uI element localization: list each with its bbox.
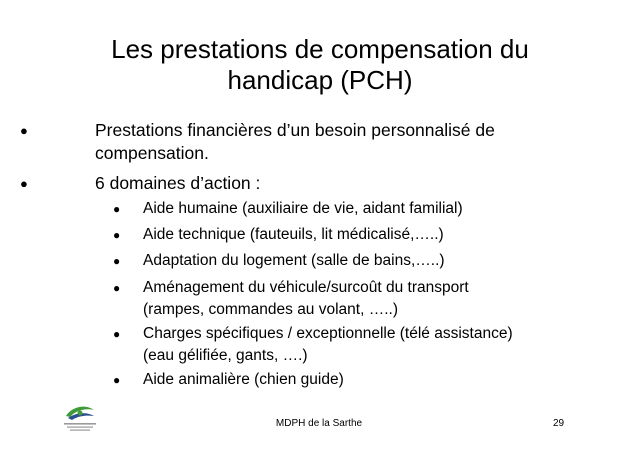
sub-bullet-text: [143, 369, 603, 391]
sub-bullet-text-line: Aide animalière (chien guide): [143, 371, 344, 388]
sub-bullet-icon: ●: [113, 254, 121, 268]
title-line-1: Les prestations de compensation du: [111, 34, 529, 64]
sub-bullet-text: [143, 224, 603, 246]
sub-bullet-text-line: (eau gélifiée, gants, ….): [143, 347, 308, 364]
sub-bullet-icon: ●: [113, 228, 121, 242]
sub-bullet-icon: ●: [113, 373, 121, 387]
sub-bullet-text-line: Charges spécifiques / exceptionnelle (télé assistance): [143, 325, 513, 342]
sub-bullet-text: [143, 198, 603, 220]
sub-bullet-icon: ●: [113, 327, 121, 341]
sub-bullet-text: [143, 323, 603, 367]
slide-title: [60, 34, 580, 96]
sub-bullet-text-line: Aide technique (fauteuils, lit médicalisé,…..): [143, 226, 444, 243]
bullet-text-line: 6 domaines d’action :: [95, 173, 261, 193]
page-number: 29: [553, 418, 565, 429]
bullet-text-line: compensation.: [95, 143, 209, 163]
sub-bullet-text-line: Aménagement du véhicule/surcoût du transport: [143, 279, 469, 296]
title-line-2: handicap (PCH): [227, 65, 413, 95]
bullet-text: [95, 119, 595, 165]
bullet-icon: ●: [20, 123, 28, 138]
sub-bullet-text-line: Aide humaine (auxiliaire de vie, aidant familial): [143, 200, 463, 217]
bullet-text: [95, 172, 595, 195]
sub-bullet-icon: ●: [113, 281, 121, 295]
sub-bullet-text-line: Adaptation du logement (salle de bains,…..): [143, 252, 445, 269]
sub-bullet-text: [143, 250, 603, 272]
bullet-text-line: Prestations financières d’un besoin personnalisé de: [95, 120, 495, 140]
sub-bullet-text: [143, 277, 603, 321]
bullet-icon: ●: [20, 176, 28, 191]
footer-text: MDPH de la Sarthe: [275, 418, 363, 429]
sub-bullet-icon: ●: [113, 202, 121, 216]
sub-bullet-text-line: (rampes, commandes au volant, …..): [143, 301, 398, 318]
